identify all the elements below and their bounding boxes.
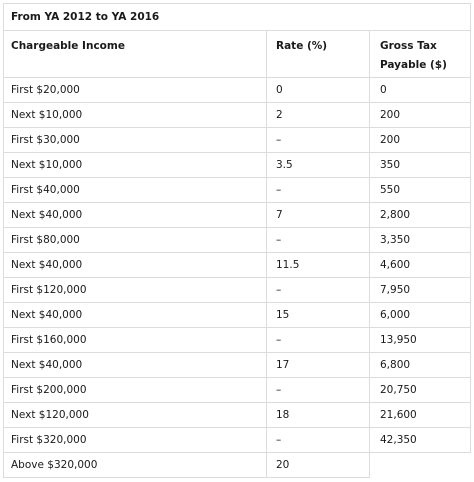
gross-tax-cell: 0 [370,78,471,103]
income-cell: Next $40,000 [4,353,267,378]
header-rate: Rate (%) [267,31,370,78]
rate-cell: – [267,228,370,253]
gross-tax-cell: 3,350 [370,228,471,253]
table-row [4,378,471,403]
table-row [4,328,471,353]
header-gross-tax [370,31,471,78]
rate-cell: 17 [267,353,370,378]
gross-tax-cell: 6,000 [370,303,471,328]
rate-cell: – [267,378,370,403]
gross-tax-cell [370,453,471,478]
income-cell: First $80,000 [4,228,267,253]
header-gross-tax-line1: Gross Tax [380,40,437,52]
table-row [4,253,471,278]
table-caption-row [4,4,471,31]
rate-cell: 20 [267,453,370,478]
gross-tax-cell: 21,600 [370,403,471,428]
income-cell: Next $40,000 [4,253,267,278]
gross-tax-cell: 200 [370,103,471,128]
gross-tax-cell: 4,600 [370,253,471,278]
rate-cell: 7 [267,203,370,228]
income-cell: First $320,000 [4,428,267,453]
gross-tax-cell: 7,950 [370,278,471,303]
table-row [4,103,471,128]
table-row [4,178,471,203]
income-cell: First $40,000 [4,178,267,203]
income-tax-rates-table [3,3,471,478]
income-cell: Above $320,000 [4,453,267,478]
table-row [4,128,471,153]
table-row [4,453,471,478]
rate-cell: 3.5 [267,153,370,178]
rate-cell: 2 [267,103,370,128]
header-gross-tax-line2: Payable ($) [380,59,447,71]
rate-cell: – [267,428,370,453]
rate-cell: 11.5 [267,253,370,278]
rate-cell: – [267,328,370,353]
table-row [4,353,471,378]
gross-tax-cell: 350 [370,153,471,178]
income-cell: Next $40,000 [4,203,267,228]
rate-cell: 18 [267,403,370,428]
table-row [4,278,471,303]
income-cell: First $30,000 [4,128,267,153]
gross-tax-cell: 20,750 [370,378,471,403]
table-row [4,303,471,328]
gross-tax-cell: 42,350 [370,428,471,453]
rate-cell: – [267,128,370,153]
table-header-row [4,31,471,78]
income-cell: First $160,000 [4,328,267,353]
income-cell: Next $10,000 [4,153,267,178]
rate-cell: 0 [267,78,370,103]
table-row [4,78,471,103]
rate-cell: 15 [267,303,370,328]
rate-cell: – [267,278,370,303]
gross-tax-cell: 6,800 [370,353,471,378]
gross-tax-cell: 13,950 [370,328,471,353]
table-row [4,228,471,253]
gross-tax-cell: 200 [370,128,471,153]
table-row [4,403,471,428]
income-cell: Next $40,000 [4,303,267,328]
table-row [4,428,471,453]
gross-tax-cell: 550 [370,178,471,203]
income-cell: Next $10,000 [4,103,267,128]
income-cell: First $120,000 [4,278,267,303]
table-caption: From YA 2012 to YA 2016 [4,4,471,31]
table-row [4,153,471,178]
header-chargeable-income: Chargeable Income [4,31,267,78]
rate-cell: – [267,178,370,203]
table-row [4,203,471,228]
gross-tax-cell: 2,800 [370,203,471,228]
income-cell: First $200,000 [4,378,267,403]
income-cell: Next $120,000 [4,403,267,428]
income-cell: First $20,000 [4,78,267,103]
